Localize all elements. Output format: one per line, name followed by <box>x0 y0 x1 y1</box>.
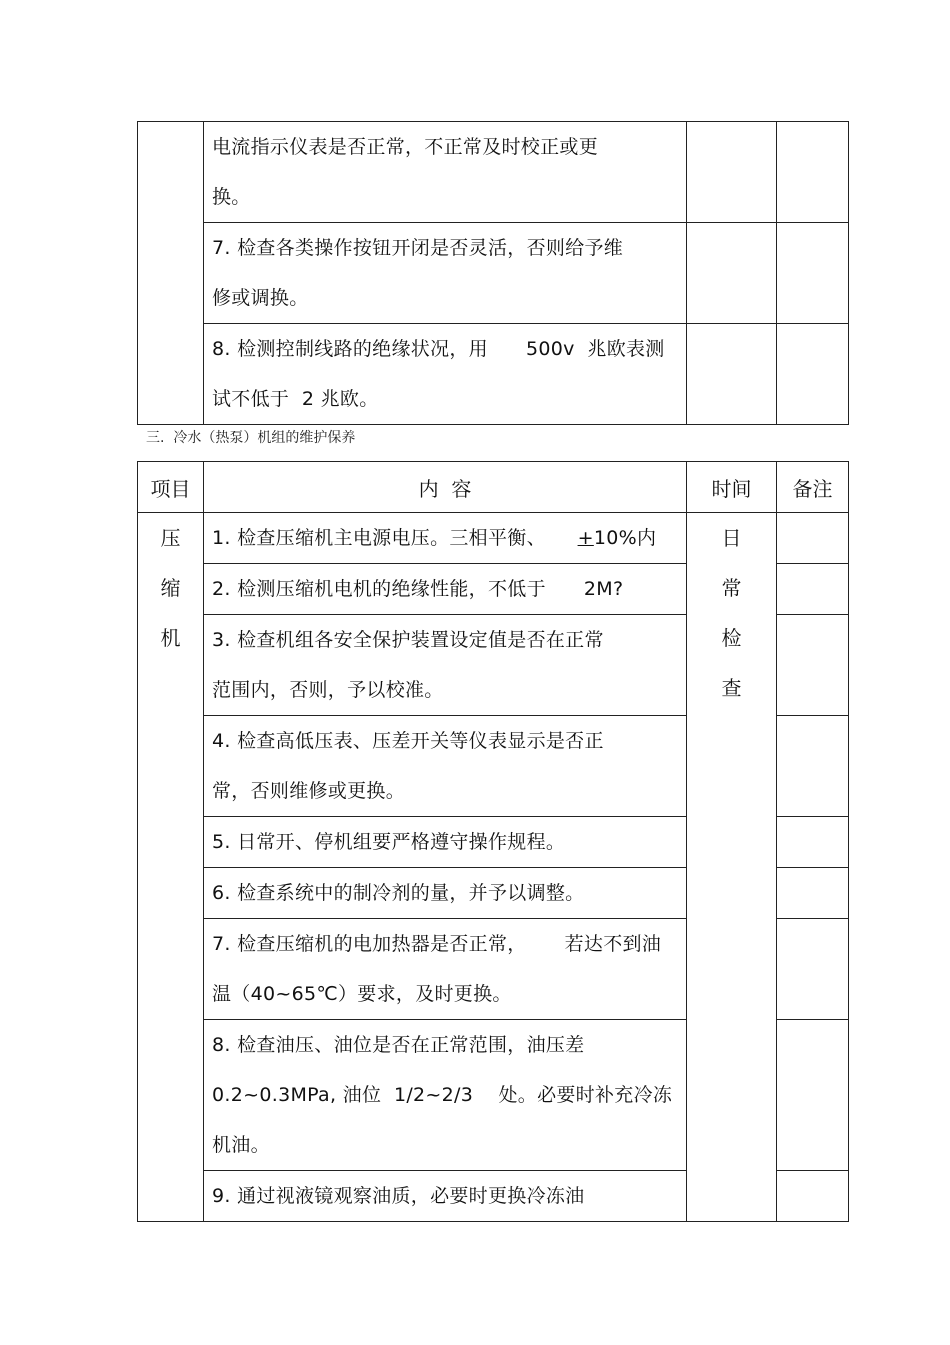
time-cell-daily-check <box>687 513 777 1222</box>
header-note: 备注 <box>777 462 849 513</box>
item-char: 缩 <box>160 576 181 600</box>
content-cell <box>204 615 687 716</box>
content-cell <box>204 564 687 615</box>
content-cell <box>204 513 687 564</box>
item-char: 机 <box>160 626 181 650</box>
header-time: 时间 <box>687 462 777 513</box>
content-line: 9. 通过视液镜观察油质，必要时更换冷冻油 <box>212 1185 585 1207</box>
content-cell <box>204 324 687 425</box>
content-cell <box>204 817 687 868</box>
content-line: 换。 <box>212 186 251 208</box>
item-cell-empty <box>138 122 204 425</box>
content-cell <box>204 1020 687 1171</box>
table-row <box>138 513 849 564</box>
note-cell <box>777 817 849 868</box>
item-char: 压 <box>160 526 181 550</box>
note-cell <box>777 716 849 817</box>
content-line: 8. 检测控制线路的绝缘状况，用 500v 兆欧表测 <box>212 338 665 360</box>
header-row <box>138 462 849 513</box>
time-cell <box>687 223 777 324</box>
content-line: 温（40~65℃）要求，及时更换。 <box>212 983 512 1005</box>
item-cell-compressor <box>138 513 204 1222</box>
content-line: 1. 检查压缩机主电源电压。三相平衡、 +10%内 <box>212 527 657 549</box>
header-item: 项目 <box>138 462 204 513</box>
plus-minus-sign: + <box>577 527 594 549</box>
content-line: 2. 检测压缩机电机的绝缘性能，不低于 2M? <box>212 578 624 600</box>
note-cell <box>777 324 849 425</box>
content-cell <box>204 919 687 1020</box>
note-cell <box>777 615 849 716</box>
table-row <box>138 122 849 223</box>
content-line: 8. 检查油压、油位是否在正常范围，油压差 <box>212 1034 585 1056</box>
note-cell <box>777 1171 849 1222</box>
content-line: 6. 检查系统中的制冷剂的量，并予以调整。 <box>212 882 585 904</box>
content-line: 0.2~0.3MPa, 油位 1/2~2/3 处。必要时补充冷冻 <box>212 1084 673 1106</box>
content-cell <box>204 716 687 817</box>
note-cell <box>777 919 849 1020</box>
table-row <box>138 223 849 324</box>
note-cell <box>777 1020 849 1171</box>
content-line: 电流指示仪表是否正常，不正常及时校正或更 <box>212 136 599 158</box>
content-line: 3. 检查机组各安全保护装置设定值是否在正常 <box>212 629 604 651</box>
table-row <box>138 324 849 425</box>
header-content: 内 容 <box>204 462 687 513</box>
content-line: 5. 日常开、停机组要严格遵守操作规程。 <box>212 831 566 853</box>
note-cell <box>777 868 849 919</box>
content-line: 常，否则维修或更换。 <box>212 780 406 802</box>
content-cell <box>204 223 687 324</box>
content-line: 7. 检查各类操作按钮开闭是否灵活，否则给予维 <box>212 237 624 259</box>
content-cell <box>204 868 687 919</box>
note-cell <box>777 223 849 324</box>
content-line: 修或调换。 <box>212 287 309 309</box>
time-char: 日 <box>721 526 742 550</box>
maintenance-table-continued <box>137 121 849 425</box>
time-char: 检 <box>721 626 742 650</box>
time-cell <box>687 122 777 223</box>
note-cell <box>777 564 849 615</box>
time-cell <box>687 324 777 425</box>
content-line: 4. 检查高低压表、压差开关等仪表显示是否正 <box>212 730 604 752</box>
content-line: 7. 检查压缩机的电加热器是否正常， 若达不到油 <box>212 933 662 955</box>
chiller-maintenance-table <box>137 461 849 1222</box>
section-title: 三. 冷水（热泵）机组的维护保养 <box>146 430 356 446</box>
content-cell <box>204 1171 687 1222</box>
time-char: 查 <box>721 676 742 700</box>
time-char: 常 <box>721 576 742 600</box>
content-line: 范围内，否则，予以校准。 <box>212 679 444 701</box>
note-cell <box>777 513 849 564</box>
content-line: 试不低于 2 兆欧。 <box>212 388 379 410</box>
note-cell <box>777 122 849 223</box>
content-line: 机油。 <box>212 1134 270 1156</box>
content-cell <box>204 122 687 223</box>
